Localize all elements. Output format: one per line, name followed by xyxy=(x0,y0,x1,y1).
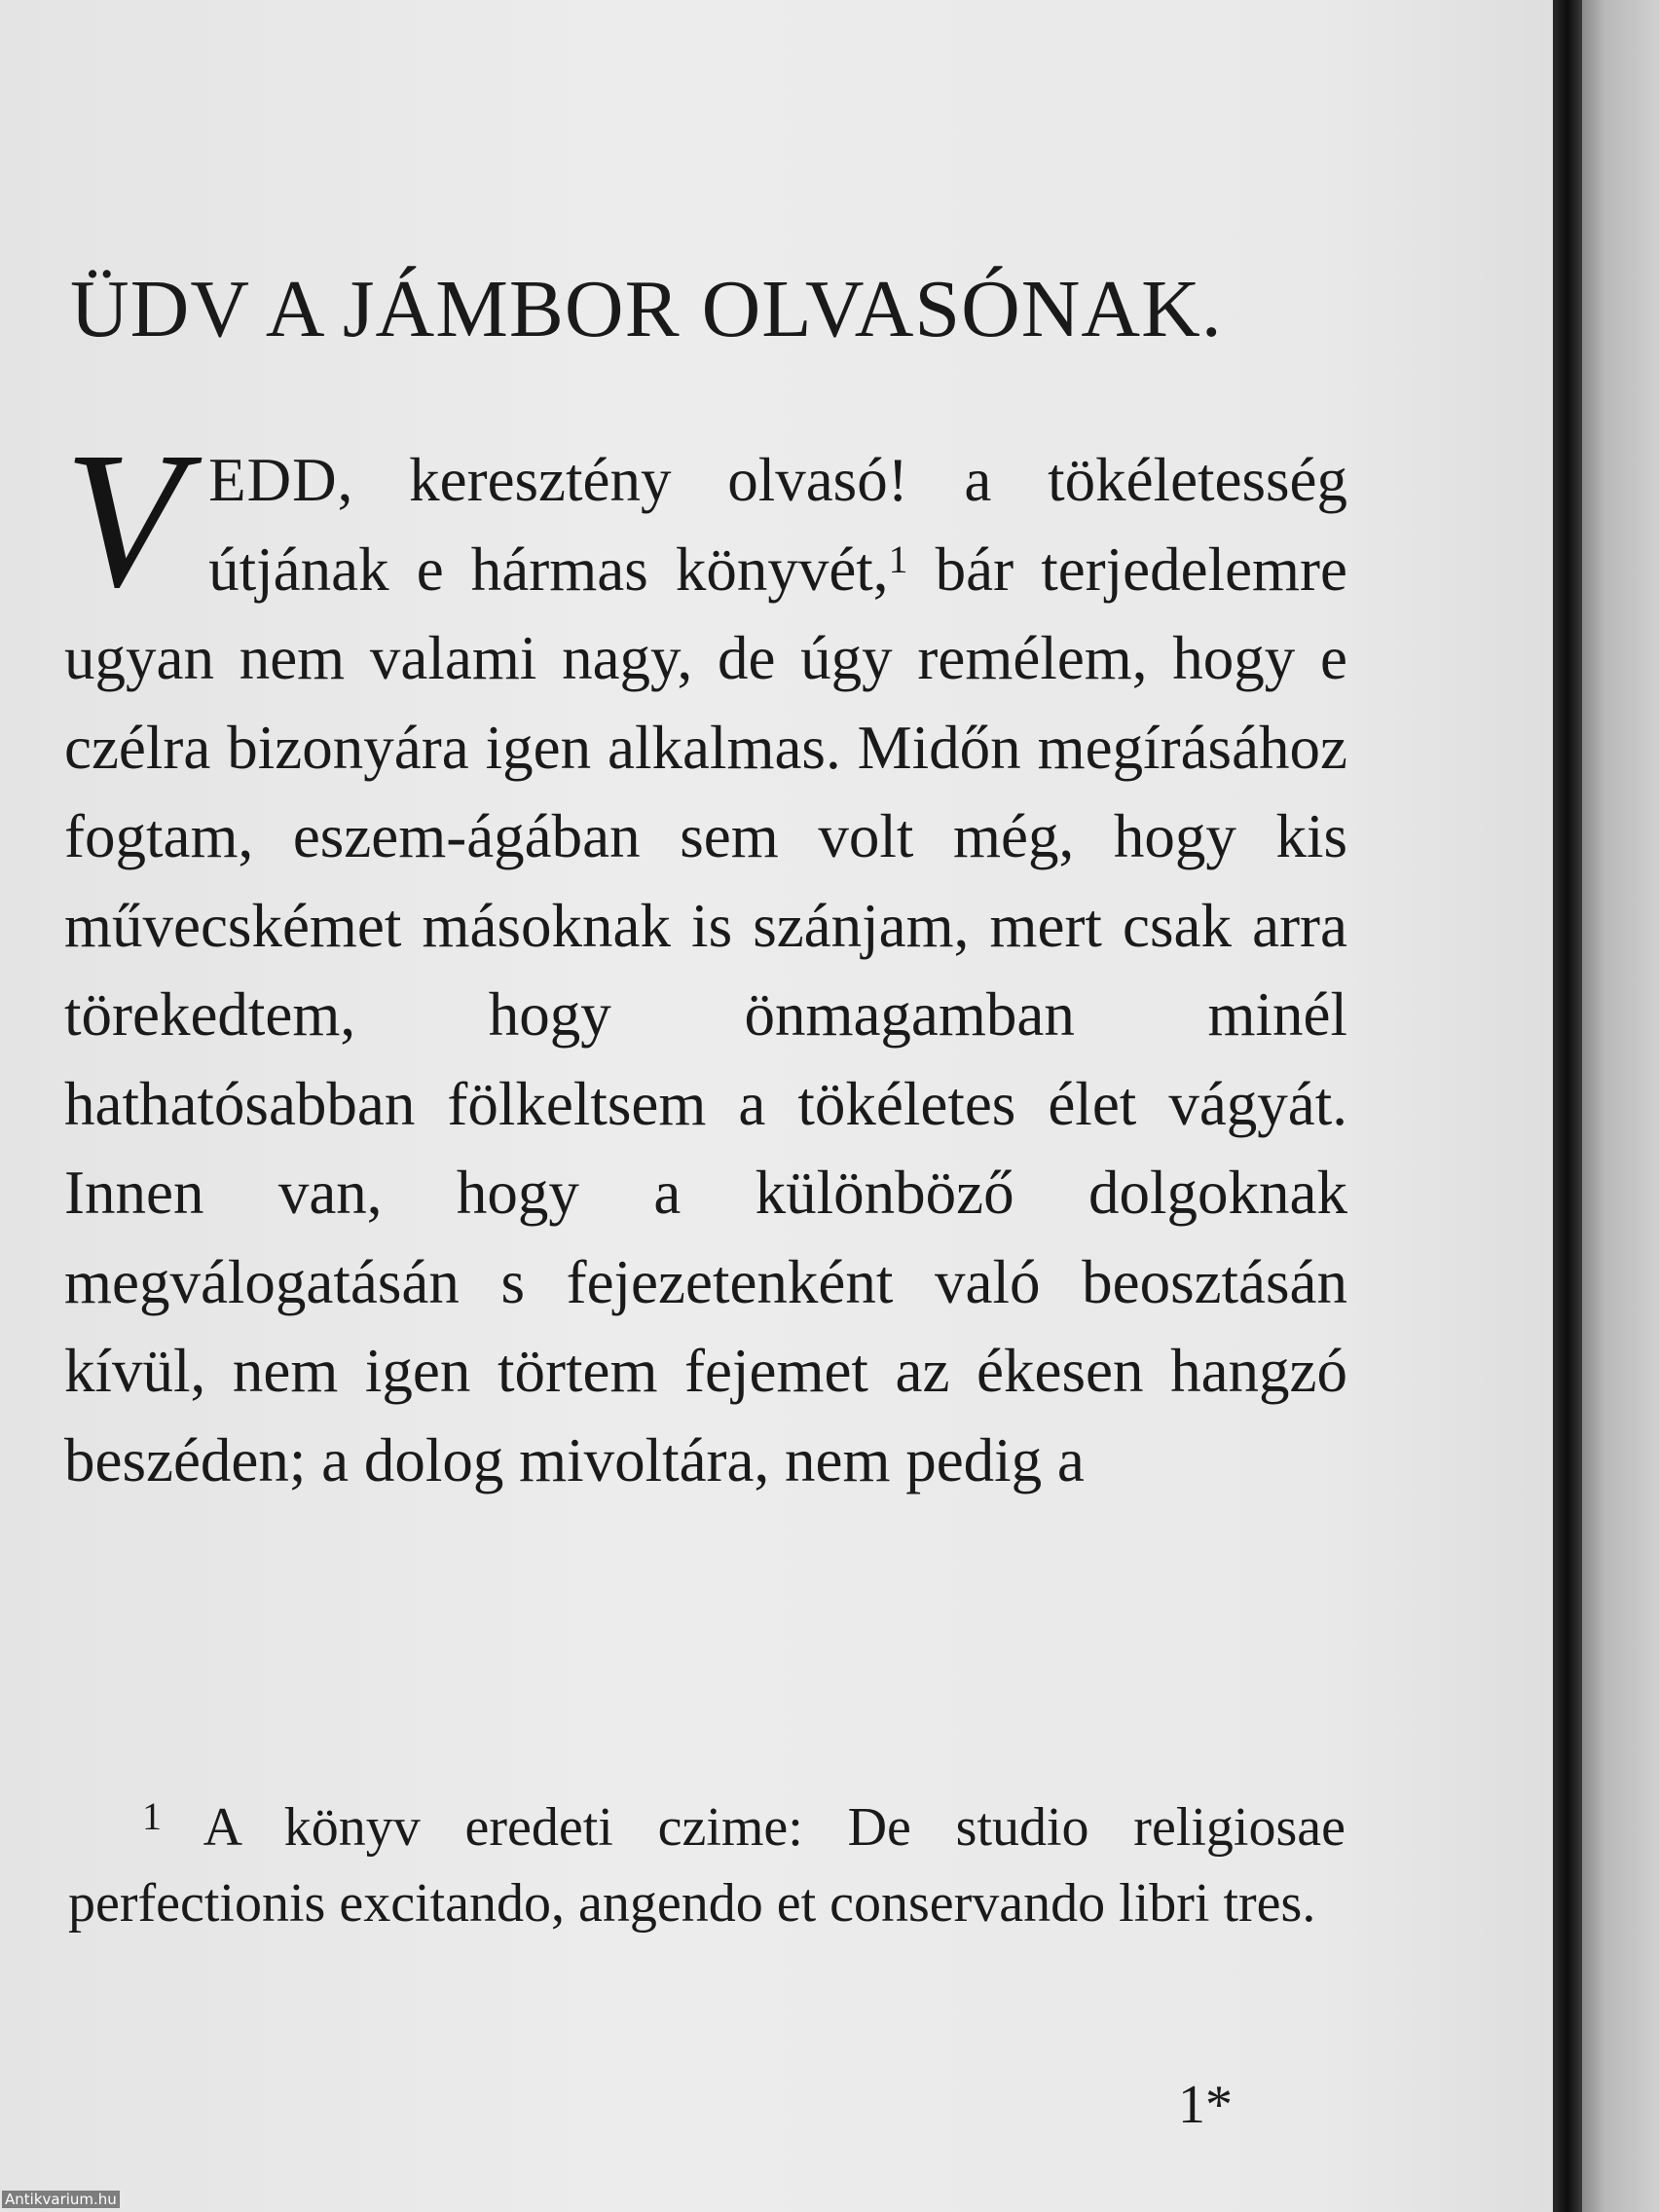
footnote-reference: 1 xyxy=(888,536,908,581)
body-text-part-1: , keresztény olvasó! a tökéletesség útjának e hármas könyvét, xyxy=(208,446,1347,604)
footnote-marker: 1 xyxy=(142,1794,162,1838)
body-paragraph xyxy=(64,413,1347,1505)
drop-cap-initial: V xyxy=(64,413,184,628)
footnote-text: A könyv eredeti czime: De studio religiosae perfectionis excitando, angendo et conservando libri tres. xyxy=(68,1797,1346,1934)
page-title: ÜDV A JÁMBOR OLVASÓNAK. xyxy=(70,264,1223,354)
body-text-part-2: bár terjedelemre ugyan nem valami nagy, de úgy remélem, hogy e czélra bizonyára igen alkalmas. Midőn megírásához fogtam, eszem-ágában sem volt még, hogy kis művecskémet másoknak is szánjam, mert csak arra törekedtem, hogy önmagamban minél hathatósabban fölkeltsem a tökéletes élet vágyát. Innen van, hogy a különböző dolgoknak megválogatásán s fejezetenként való beosztásán kívül, nem igen törtem fejemet az ékesen hangzó beszéden; a dolog mivoltára, nem pedig a xyxy=(64,535,1347,1494)
watermark: Antikvarium.hu xyxy=(2,2191,120,2208)
footnote xyxy=(68,1789,1346,1941)
book-spine-edge xyxy=(1553,0,1582,2212)
page-number: 1* xyxy=(1178,2075,1233,2135)
background-surface xyxy=(1582,0,1659,2212)
first-word-small-caps: EDD xyxy=(208,446,338,514)
